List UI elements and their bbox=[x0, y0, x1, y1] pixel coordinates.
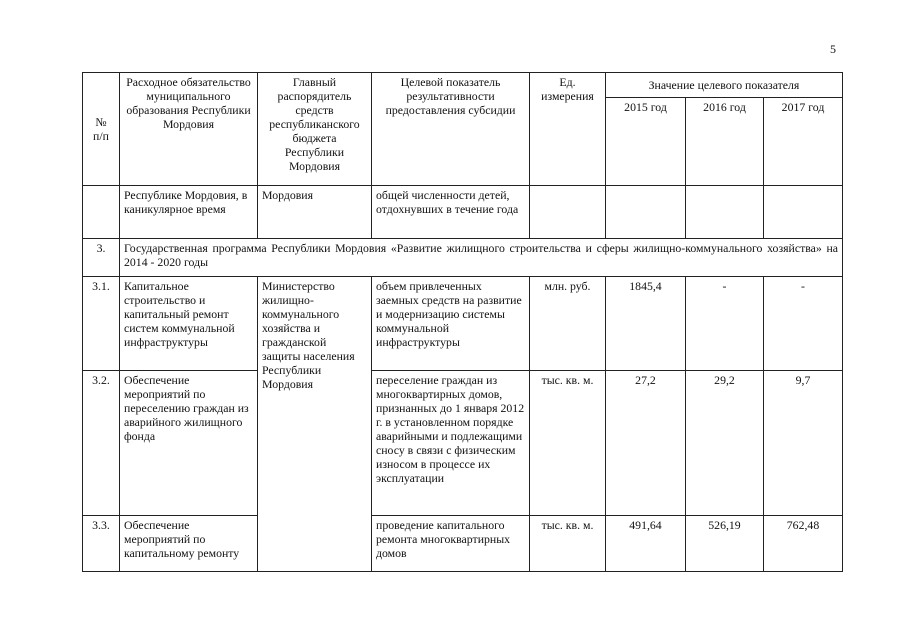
row-unit: тыс. кв. м. bbox=[530, 516, 606, 572]
row-obligation: Республике Мордовия, в каникулярное время bbox=[120, 186, 258, 239]
header-distributor: Главный распорядитель средств республиканского бюджета Республики Мордовия bbox=[258, 73, 372, 186]
row-value-2016: - bbox=[686, 277, 764, 371]
row-num: 3.1. bbox=[83, 277, 120, 371]
row-value-2016 bbox=[686, 186, 764, 239]
row-value-2017: - bbox=[764, 277, 843, 371]
row-value-2017: 9,7 bbox=[764, 371, 843, 516]
row-indicator: общей численности детей, отдохнувших в течение года bbox=[372, 186, 530, 239]
section-title: Государственная программа Республики Мордовия «Развитие жилищного строительства и сферы жилищно-коммунального хозяйства» на 2014 - 2020 годы bbox=[120, 239, 843, 277]
table-row bbox=[83, 277, 843, 371]
page-number: 5 bbox=[830, 42, 836, 56]
target-indicators-table bbox=[82, 72, 843, 572]
row-num: 3.2. bbox=[83, 371, 120, 516]
row-value-2015: 1845,4 bbox=[606, 277, 686, 371]
row-value-2016: 29,2 bbox=[686, 371, 764, 516]
table-row bbox=[83, 371, 843, 516]
header-values-title: Значение целевого показателя bbox=[606, 73, 843, 98]
header-year-2016: 2016 год bbox=[686, 98, 764, 186]
row-value-2017: 762,48 bbox=[764, 516, 843, 572]
row-indicator: проведение капитального ремонта многоквартирных домов bbox=[372, 516, 530, 572]
header-obligation: Расходное обязательство муниципального образования Республики Мордовия bbox=[120, 73, 258, 186]
row-obligation: Обеспечение мероприятий по переселению граждан из аварийного жилищного фонда bbox=[120, 371, 258, 516]
row-num: 3.3. bbox=[83, 516, 120, 572]
header-unit: Ед. измерения bbox=[530, 73, 606, 186]
header-num: № п/п bbox=[83, 73, 120, 186]
row-obligation: Обеспечение мероприятий по капитальному ремонту bbox=[120, 516, 258, 572]
row-unit: млн. руб. bbox=[530, 277, 606, 371]
row-num bbox=[83, 186, 120, 239]
row-value-2017 bbox=[764, 186, 843, 239]
section-num: 3. bbox=[83, 239, 120, 277]
table-row bbox=[83, 516, 843, 572]
row-value-2015: 27,2 bbox=[606, 371, 686, 516]
row-value-2015 bbox=[606, 186, 686, 239]
header-year-2017: 2017 год bbox=[764, 98, 843, 186]
row-value-2015: 491,64 bbox=[606, 516, 686, 572]
row-indicator: переселение граждан из многоквартирных домов, признанных до 1 января 2012 г. в установленном порядке аварийными и подлежащими сносу в связи с физическим износом в процессе их эксплуатации bbox=[372, 371, 530, 516]
row-distributor: Мордовия bbox=[258, 186, 372, 239]
header-indicator: Целевой показатель результативности предоставления субсидии bbox=[372, 73, 530, 186]
row-distributor: Министерство жилищно-коммунального хозяйства и гражданской защиты населения Республики Мордовия bbox=[258, 277, 372, 572]
table-row bbox=[83, 186, 843, 239]
row-unit: тыс. кв. м. bbox=[530, 371, 606, 516]
header-year-2015: 2015 год bbox=[606, 98, 686, 186]
row-unit bbox=[530, 186, 606, 239]
row-obligation: Капитальное строительство и капитальный ремонт систем коммунальной инфраструктуры bbox=[120, 277, 258, 371]
row-value-2016: 526,19 bbox=[686, 516, 764, 572]
row-indicator: объем привлеченных заемных средств на развитие и модернизацию системы коммунальной инфраструктуры bbox=[372, 277, 530, 371]
section-row bbox=[83, 239, 843, 277]
